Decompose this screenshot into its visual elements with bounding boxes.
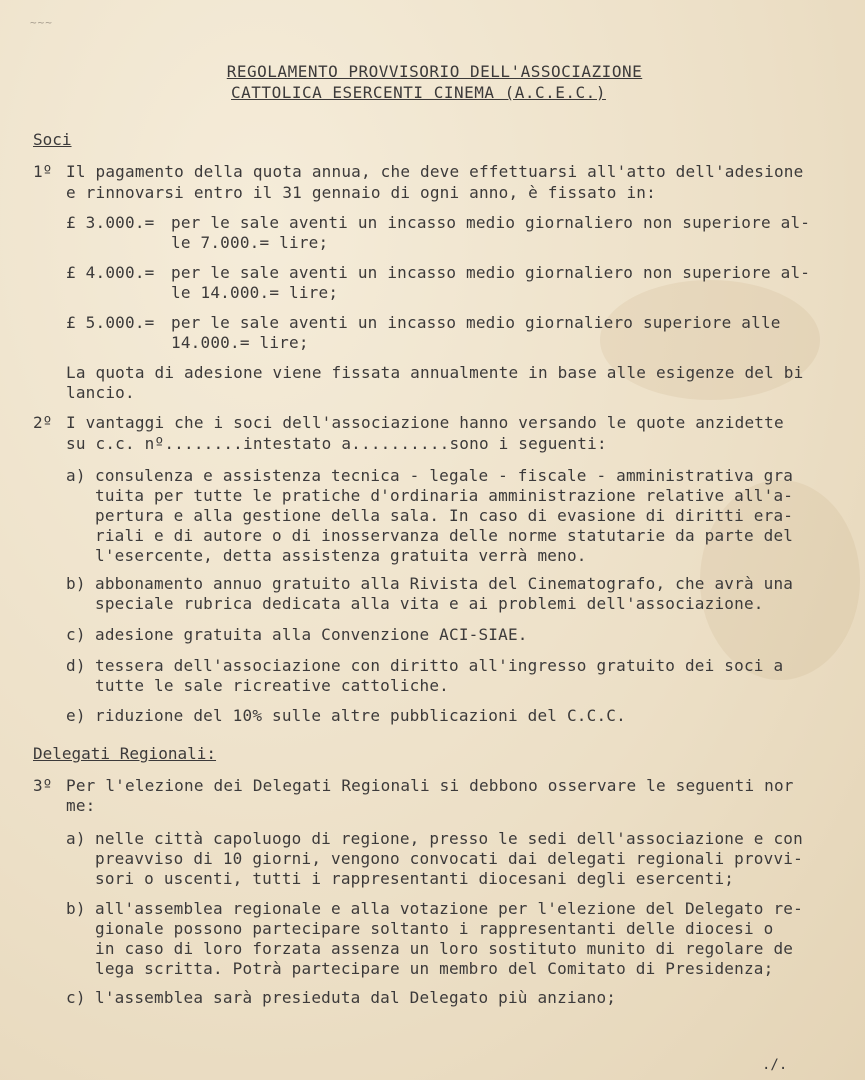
article-1-line: e rinnovarsi entro il 31 gennaio di ogni anno, è fissato in: (66, 183, 656, 202)
item-line: pertura e alla gestione della sala. In caso di evasione di diritti era- (95, 506, 794, 525)
fee-amount: £ 5.000.= (66, 313, 155, 332)
fee-line: per le sale aventi un incasso medio giornaliero superiore alle (171, 313, 781, 332)
item-line: riduzione del 10% sulle altre pubblicazioni del C.C.C. (95, 706, 626, 725)
article-2-line: I vantaggi che i soci dell'associazione hanno versando le quote anzidette (66, 413, 784, 432)
item-line: speciale rubrica dedicata alla vita e ai problemi dell'associazione. (95, 594, 764, 613)
item-label: b) (66, 574, 86, 593)
article-3-line: Per l'elezione dei Delegati Regionali si debbono osservare le seguenti nor (66, 776, 794, 795)
item-line: all'assemblea regionale e alla votazione per l'elezione del Delegato re- (95, 899, 803, 918)
fee-amount: £ 3.000.= (66, 213, 155, 232)
item-label: a) (66, 829, 86, 848)
item-label: c) (66, 988, 86, 1007)
item-line: gionale possono partecipare soltanto i rappresentanti delle diocesi o (95, 919, 774, 938)
title-line-1: REGOLAMENTO PROVVISORIO DELL'ASSOCIAZIONE (226, 62, 643, 81)
item-line: in caso di loro forzata assenza un loro sostituto munito di regolare de (95, 939, 794, 958)
article-3-number: 3º (33, 776, 53, 795)
item-label: b) (66, 899, 86, 918)
title-line-2: CATTOLICA ESERCENTI CINEMA (A.C.E.C.) (231, 83, 606, 102)
paper-stain (600, 280, 820, 400)
item-line: consulenza e assistenza tecnica - legale - fiscale - amministrativa gra (95, 466, 794, 485)
article-1-number: 1º (33, 162, 53, 181)
article-2-line: su c.c. nº........intestato a..........sono i seguenti: (66, 434, 607, 453)
article-1-closing: lancio. (66, 383, 135, 402)
fee-amount: £ 4.000.= (66, 263, 155, 282)
item-line: lega scritta. Potrà partecipare un membro del Comitato di Presidenza; (95, 959, 774, 978)
article-1-line: Il pagamento della quota annua, che deve effettuarsi all'atto dell'adesione (66, 162, 804, 181)
article-3-line: me: (66, 796, 96, 815)
item-line: abbonamento annuo gratuito alla Rivista del Cinematografo, che avrà una (95, 574, 794, 593)
item-label: e) (66, 706, 86, 725)
item-line: tessera dell'associazione con diritto all'ingresso gratuito dei soci a (95, 656, 784, 675)
item-line: tuita per tutte le pratiche d'ordinaria amministrazione relative all'a- (95, 486, 794, 505)
article-1-closing: La quota di adesione viene fissata annualmente in base alle esigenze del bi (66, 363, 804, 382)
item-line: preavviso di 10 giorni, vengono convocati dai delegati regionali provvi- (95, 849, 803, 868)
fee-line: per le sale aventi un incasso medio giornaliero non superiore al- (171, 213, 811, 232)
item-line: adesione gratuita alla Convenzione ACI-SIAE. (95, 625, 528, 644)
section-soci: Soci (33, 130, 72, 149)
item-label: c) (66, 625, 86, 644)
fee-line: le 14.000.= lire; (171, 283, 339, 302)
item-line: riali e di autore o di inosservanza delle norme statutarie da parte del (95, 526, 794, 545)
item-line: sori o uscenti, tutti i rappresentanti diocesani degli esercenti; (95, 869, 735, 888)
continuation-mark: ./. (762, 1057, 788, 1073)
item-label: a) (66, 466, 86, 485)
item-line: l'esercente, detta assistenza gratuita verrà meno. (95, 546, 587, 565)
item-line: nelle città capoluogo di regione, presso le sedi dell'associazione e con (95, 829, 803, 848)
fee-line: per le sale aventi un incasso medio giornaliero non superiore al- (171, 263, 811, 282)
corner-mark: ~~~ (30, 16, 53, 29)
item-label: d) (66, 656, 86, 675)
fee-line: 14.000.= lire; (171, 333, 309, 352)
fee-line: le 7.000.= lire; (171, 233, 329, 252)
section-delegati: Delegati Regionali: (33, 744, 217, 763)
article-2-number: 2º (33, 413, 53, 432)
item-line: l'assemblea sarà presieduta dal Delegato più anziano; (95, 988, 617, 1007)
item-line: tutte le sale ricreative cattoliche. (95, 676, 449, 695)
